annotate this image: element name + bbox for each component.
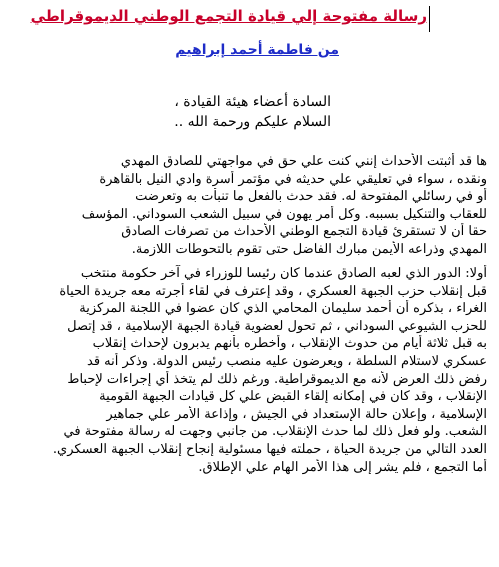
paragraph-line: حقا أن لا تستقرئ قيادة التجمع الوطني الأحداث من تصرفات الصادق xyxy=(121,224,487,240)
paragraph-line: الغراء ، بذكره أن أحمد سليمان المحامي الذي كان عضوا في اللجنة المركزية xyxy=(79,301,487,317)
title-divider xyxy=(429,6,430,32)
paragraph-line: أما التجمع ، فلم يشر إلى هذا الأمر الهام علي الإطلاق. xyxy=(198,459,487,475)
paragraph-line: الإسلامية ، وإعلان حالة الإستعداد في الجيش ، وإذاعة الأمر علي جماهير xyxy=(106,406,487,422)
paragraph-line: رفض ذلك العرض لأنه مع الديموقراطية. ورغم ذلك لم يتخذ أي إجراءات لإحباط xyxy=(67,371,487,387)
paragraph-line: الإنقلاب ، وقد كان في إمكانه إلقاء القبض علي كل قيادات الجبهة القومية xyxy=(99,389,487,405)
paragraph-line: العدد التالي من جريدة الحياة ، حملته فيها مسئولية إنجاح إنقلاب الجبهة العسكري. xyxy=(52,441,487,457)
letter-title: رسالة مفتوحة إلي قيادة التجمع الوطني الديموقراطي xyxy=(30,7,427,25)
author-byline: من فاطمة أحمد إبراهيم xyxy=(175,42,339,58)
paragraph-line: الشعب. ولو فعل ذلك لما حدث الإنقلاب. من جانبي وجهت له رسالة مفتوحة في xyxy=(63,424,487,440)
body-paragraph xyxy=(3,265,487,476)
salutation-line: السادة أعضاء هيئة القيادة ، xyxy=(174,94,331,110)
salutation-block xyxy=(11,92,331,132)
body-paragraph xyxy=(3,153,487,259)
paragraph-line: قبل إنقلاب حزب الجبهة العسكري ، وقد إعترف في لقاء أجرته معه جريدة الحياة xyxy=(59,283,487,299)
paragraph-line: به قبل ثلاثة أيام من حدوث الإنقلاب ، وأخطره بأنهم يدبرون لإحداث إنقلاب xyxy=(92,336,487,352)
paragraph-line: أو في رسائلي المفتوحة له. فقد حدث بالفعل ما تنبأت به وتعرضت xyxy=(135,189,487,205)
paragraph-line: للعقاب والتنكيل بسببه. وكل أمر يهون في سبيل الشعب السوداني. المؤسف xyxy=(81,206,487,222)
paragraph-line: ونقده ، سواء في تعليقي علي حديثه في مؤتمر أسرة وادي النيل بالقاهرة xyxy=(99,171,487,187)
paragraph-line: ها قد أثبتت الأحداث إنني كنت علي حق في مواجهتي للصادق المهدي xyxy=(120,154,487,169)
paragraph-line: عسكري لاستلام السلطة ، ويعرضون عليه منصب رئيس الدولة. وذكر أنه قد xyxy=(87,353,487,369)
paragraph-line: للحزب الشيوعي السوداني ، ثم تحول لعضوية قيادة الجبهة الإسلامية ، قد إتصل xyxy=(67,318,487,334)
paragraph-line: أولا: الدور الذي لعبه الصادق عندما كان رئيسا للوزراء في آخر حكومة منتخب xyxy=(80,266,487,281)
greeting-line: السلام عليكم ورحمة الله .. xyxy=(174,114,331,130)
paragraph-line: المهدي وذراعه الأيمن مبارك الفاضل حتى تقوم بالتحوطات اللازمة. xyxy=(131,241,487,257)
